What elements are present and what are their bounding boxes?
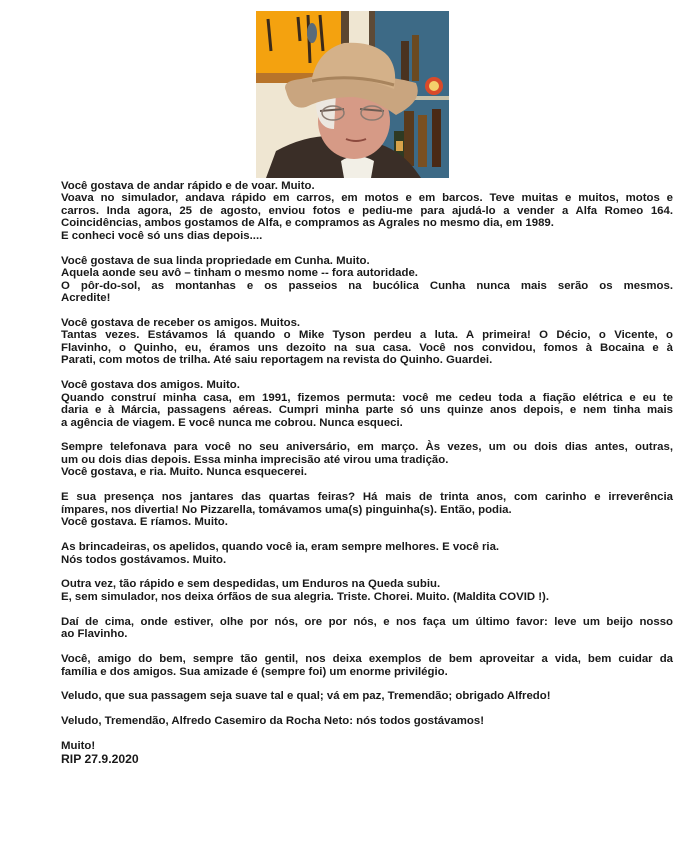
text-line: Você gostava dos amigos. Muito. — [61, 379, 240, 392]
text-line: Aquela aonde seu avô – tinham o mesmo nome -- fora autoridade. — [61, 267, 418, 280]
text-line: Voava no simulador, andava rápido em carros, em motos e em barcos. Teve muitas e muitos, motos e — [61, 192, 673, 205]
text-line: Daí de cima, onde estiver, olhe por nós, ore por nós, e nos faça um último favor: leve um beijo nosso — [61, 615, 673, 628]
text-line: Você gostava de andar rápido e de voar. Muito. — [61, 180, 315, 192]
text-line: Veludo, que sua passagem seja suave tal e qual; vá em paz, Tremendão; obrigado Alfredo! — [61, 690, 551, 703]
text-line: E conheci você só uns dias depois.... — [61, 229, 263, 242]
text-line: Você gostava. E ríamos. Muito. — [61, 516, 228, 529]
portrait-photo — [256, 11, 449, 178]
bottle-label — [396, 141, 403, 151]
text-line: família e dos amigos. Sua amizade é (sempre foi) um enorme privilégio. — [61, 665, 448, 678]
text-line: E sua presença nos jantares das quartas feiras? Há mais de trinta anos, com carinho e irreverência — [61, 491, 673, 504]
text-line: daria e à Márcia, passagens aéreas. Cumpri minha parte só uns quinze anos depois, e nem tinha mais — [61, 404, 673, 417]
text-line: um ou dois dias depois. Essa minha imprecisão até virou uma tradição. — [61, 453, 449, 466]
text-line: O pôr-do-sol, as montanhas e os passeios na bucólica Cunha nunca mais serão os mesmos. — [61, 279, 673, 292]
text-line: Quando construí minha casa, em 1991, fizemos permuta: você me cedeu toda a fiação elétrica e eu te — [61, 391, 673, 404]
portrait-illustration — [256, 11, 449, 178]
text-line: Você gostava de sua linda propriedade em Cunha. Muito. — [61, 254, 370, 267]
paragraph — [61, 541, 673, 566]
closing-line: Muito! — [61, 740, 96, 753]
text-line: Outra vez, tão rápido e sem despedidas, um Enduros na Queda subiu. — [61, 578, 441, 591]
bar-sign-center — [429, 81, 439, 91]
text-line: Flavinho, o Quinho, eu, éramos uns dezoito na sua casa. Você nos convidou, fomos à Bocaina e à — [61, 341, 673, 354]
text-line: ímpares, nos divertia! No Pizzarella, tomávamos uma(s) pinguinha(s). Então, podia. — [61, 503, 512, 516]
paragraph — [61, 491, 673, 528]
paragraph — [61, 441, 673, 478]
paragraph — [61, 180, 673, 242]
text-line: Nós todos gostávamos. Muito. — [61, 553, 227, 566]
text-line: Você gostava, e ria. Muito. Nunca esquecerei. — [61, 466, 308, 479]
memorial-text — [61, 180, 673, 778]
closing — [61, 740, 673, 765]
bottle — [412, 35, 419, 81]
photo-shirt — [341, 156, 374, 178]
bottle — [432, 109, 441, 167]
bottle — [401, 41, 409, 81]
text-line: Tantas vezes. Estávamos lá quando o Mike Tyson perdeu a luta. A primeira! O Décio, o Vicente, o — [61, 329, 673, 342]
text-line: a agência de viagem. E você nunca me cobrou. Nunca esqueci. — [61, 416, 403, 429]
text-line: As brincadeiras, os apelidos, quando você ia, eram sempre melhores. E você ria. — [61, 541, 500, 554]
paragraph — [61, 578, 673, 603]
paragraph — [61, 317, 673, 367]
paragraph — [61, 255, 673, 305]
text-line: Veludo, Tremendão, Alfredo Casemiro da Rocha Neto: nós todos gostávamos! — [61, 715, 485, 728]
text-line: Sempre telefonava para você no seu aniversário, em março. Às vezes, um ou dois dias antes, outras, — [61, 441, 673, 454]
text-line: Parati, com motos de trilha. Até saiu reportagem na revista do Quinho. Guardei. — [61, 354, 493, 367]
painting-figure-dress — [307, 23, 317, 43]
text-line: Coincidências, ambos gostamos de Alfa, e compramos as Agrales no mesmo dia, em 1989. — [61, 217, 554, 230]
paragraph — [61, 616, 673, 641]
paragraph — [61, 715, 673, 727]
text-line: Acredite! — [61, 292, 111, 305]
paragraph — [61, 653, 673, 678]
text-line: Você gostava de receber os amigos. Muitos. — [61, 316, 301, 329]
paragraph — [61, 379, 673, 429]
text-line: Você, amigo do bem, sempre tão gentil, nos deixa exemplos de bem aproveitar a vida, bem cuidar da — [61, 653, 673, 666]
text-line: E, sem simulador, nos deixa órfãos de sua alegria. Triste. Chorei. Muito. (Maldita COVID !). — [61, 590, 550, 603]
bottle — [418, 115, 427, 167]
rip-date: RIP 27.9.2020 — [61, 751, 139, 766]
text-line: carros. Inda agora, 25 de agosto, enviou fotos e pediu-me para ajudá-lo a vender a Alfa Romeo 164. — [61, 204, 673, 217]
paragraph — [61, 690, 673, 702]
bottle — [404, 111, 414, 166]
text-line: ao Flavinho. — [61, 628, 128, 641]
